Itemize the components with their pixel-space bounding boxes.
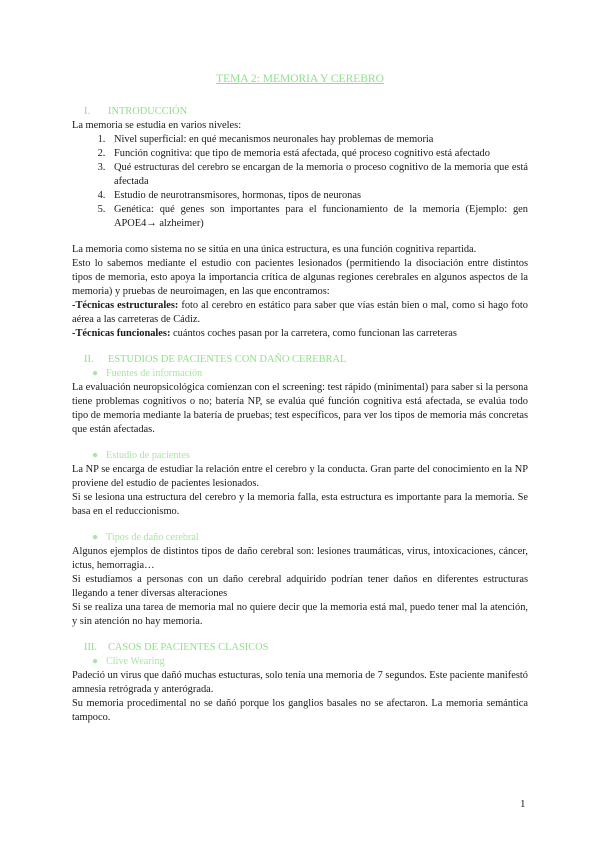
paragraph: Algunos ejemplos de distintos tipos de daño cerebral son: lesiones traumáticas, virus, intoxicaciones, cáncer, ictus, hemorragia… xyxy=(72,546,528,571)
paragraph: La memoria como sistema no se sitúa en una única estructura, es una función cognitiva repartida. xyxy=(72,244,477,255)
bullet-icon: ● xyxy=(92,450,99,461)
paragraph: La evaluación neuropsicológica comienzan con el screening: test rápido (minimental) para saber si la persona tiene problemas cognitivos o no; batería NP, se evalúa qué función cognitiva está afectada, se evalúa todo tipo de memoria mediante la batería de pruebas; test específicos, para ver los tipos de memoria más concretas que están afectadas. xyxy=(72,382,528,435)
bullet-icon: ● xyxy=(92,532,99,543)
list-item: 2. Función cognitiva: que tipo de memoria está afectada, qué proceso cognitivo está afectado xyxy=(108,147,528,161)
subheading-fuentes: ● Fuentes de información xyxy=(92,368,203,379)
section-number: I. xyxy=(84,106,91,117)
document-title: TEMA 2: MEMORIA Y CEREBRO xyxy=(216,73,384,85)
bold-label: -Técnicas funcionales: xyxy=(72,328,171,339)
levels-list xyxy=(72,133,528,231)
subheading-estudio-pacientes: ● Estudio de pacientes xyxy=(92,450,190,461)
paragraph: La memoria se estudia en varios niveles: xyxy=(72,120,242,131)
paragraph: Su memoria procedimental no se dañó porque los ganglios basales no se afectaron. La memoria semántica tampoco. xyxy=(72,698,528,723)
page-content xyxy=(72,72,528,725)
list-item: 3. Qué estructuras del cerebro se encargan de la memoria o proceso cognitivo de la memoria que está afectada xyxy=(108,161,528,189)
list-item: 5. Genética: qué genes son importantes para el funcionamiento de la memoria (Ejemplo: gen APOE4→ alzheimer) xyxy=(108,203,528,231)
bold-label: -Técnicas estructurales: xyxy=(72,300,179,311)
section-heading-estudios xyxy=(72,353,528,367)
list-item: 4. Estudio de neurotransmisores, hormonas, tipos de neuronas xyxy=(108,189,528,203)
list-item: 1. Nivel superficial: en qué mecanismos neuronales hay problemas de memoria xyxy=(108,133,528,147)
section-title: ESTUDIOS DE PACIENTES CON DAÑO CEREBRAL xyxy=(108,354,347,365)
section-title: INTRODUCCIÓN xyxy=(108,106,188,117)
section-number: III. xyxy=(84,642,97,653)
paragraph: Esto lo sabemos mediante el estudio con pacientes lesionados (permitiendo la disociación entre distintos tipos de memoria, esto apoya la importancia crítica de algunas regiones cerebrales en algunos aspectos de la memoria) y pruebas de neuroimagen, en las que encontramos: xyxy=(72,258,528,297)
section-heading-introduccion xyxy=(72,105,528,119)
bullet-icon: ● xyxy=(92,656,99,667)
paragraph-functional-techniques: -Técnicas funcionales: cuántos coches pasan por la carretera, como funcionan las carreteras xyxy=(72,328,457,339)
section-title: CASOS DE PACIENTES CLASICOS xyxy=(108,642,269,653)
subheading-clive-wearing: ● Clive Wearing xyxy=(92,656,165,667)
page-number: 1 xyxy=(520,798,526,810)
paragraph: Si se realiza una tarea de memoria mal no quiere decir que la memoria está mal, puedo tener mal la atención, y sin atención no hay memoria. xyxy=(72,602,528,627)
paragraph: Padeció un virus que dañó muchas estucturas, solo tenía una memoria de 7 segundos. Este paciente manifestó amnesia retrógrada y anterógrada. xyxy=(72,670,528,695)
section-number: II. xyxy=(84,354,94,365)
bullet-icon: ● xyxy=(92,368,99,379)
paragraph-structural-techniques: -Técnicas estructurales: foto al cerebro en estático para saber que vías están bien o mal, como si hago foto aérea a las carreteras de Cádiz. xyxy=(72,300,528,325)
paragraph: Si se lesiona una estructura del cerebro y la memoria falla, esta estructura es importante para la memoria. Se basa en el reduccionismo. xyxy=(72,492,528,517)
section-heading-casos xyxy=(72,641,528,655)
paragraph: Si estudiamos a personas con un daño cerebral adquirido podrían tener daños en diferentes estructuras llegando a tener diversas alteraciones xyxy=(72,574,528,599)
subheading-tipos-dano: ● Tipos de daño cerebral xyxy=(92,532,199,543)
paragraph: La NP se encarga de estudiar la relación entre el cerebro y la conducta. Gran parte del conocimiento en la NP proviene del estudio de pacientes lesionados. xyxy=(72,464,528,489)
